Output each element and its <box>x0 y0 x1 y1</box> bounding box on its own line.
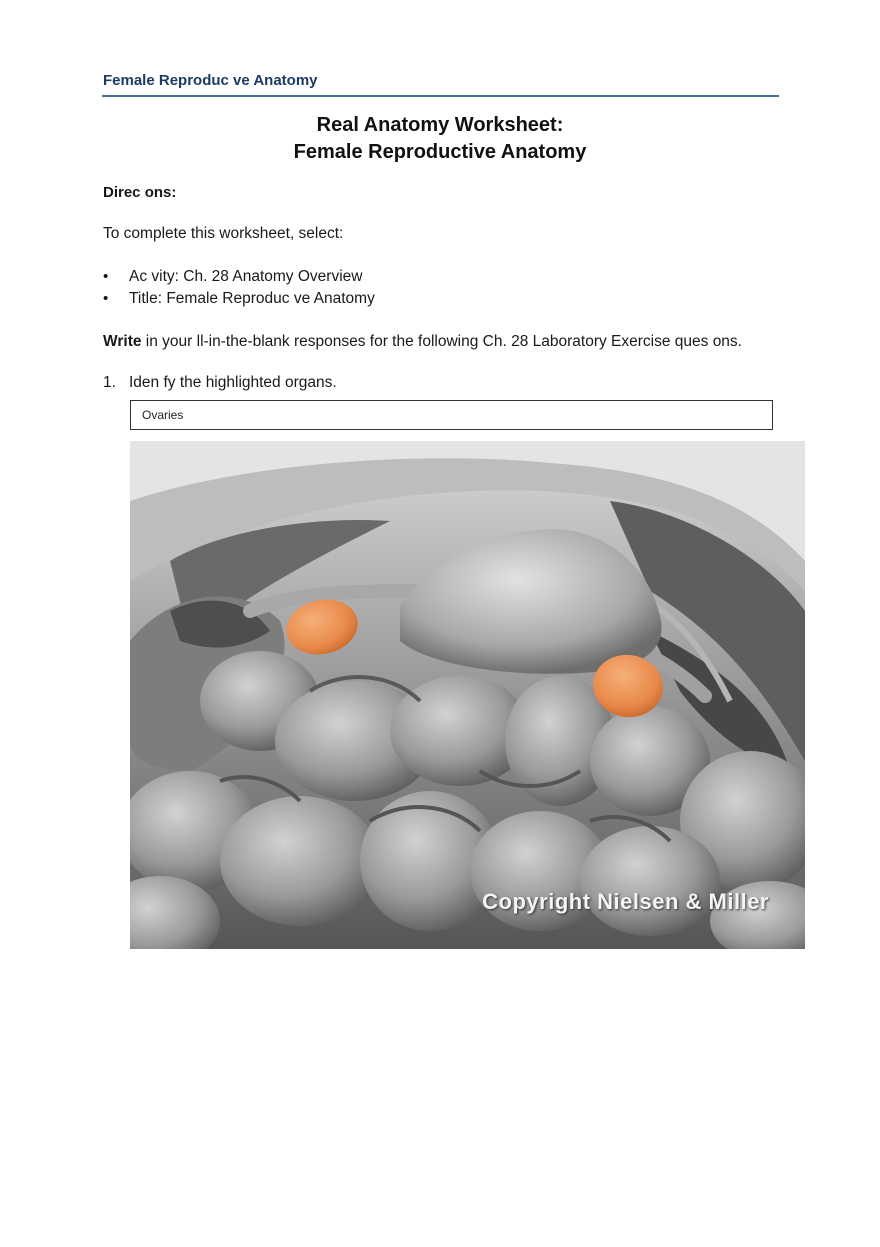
bullet-item-title: Title: Female Reproduc ve Anatomy <box>129 290 375 307</box>
question-prompt: Iden fy the highlighted organs. <box>129 374 337 391</box>
answer-text: Ovaries <box>142 408 184 422</box>
anatomy-photo <box>130 441 805 949</box>
worksheet-title-line1: Real Anatomy Worksheet: <box>316 114 564 136</box>
write-instruction <box>103 333 742 351</box>
bullet-item-activity: Ac vity: Ch. 28 Anatomy Overview <box>129 268 363 285</box>
anatomy-photo-drawing <box>130 441 805 949</box>
directions-intro: To complete this worksheet, select: <box>103 225 344 242</box>
running-header: Female Reproduc ve Anatomy <box>103 72 318 89</box>
write-rest: in your ll-in-the-blank responses for the following Ch. 28 Laboratory Exercise ques ons. <box>141 333 742 350</box>
worksheet-title-line2: Female Reproductive Anatomy <box>293 141 587 163</box>
question-number: 1. <box>103 374 116 391</box>
header-rule <box>102 95 779 97</box>
answer-box[interactable] <box>130 400 773 430</box>
directions-label: Direc ons: <box>103 184 177 201</box>
bullet-glyph-2: • <box>103 290 109 307</box>
copyright-watermark: Copyright Nielsen & Miller <box>482 889 769 914</box>
write-bold: Write <box>103 333 142 350</box>
bullet-glyph-1: • <box>103 268 109 285</box>
